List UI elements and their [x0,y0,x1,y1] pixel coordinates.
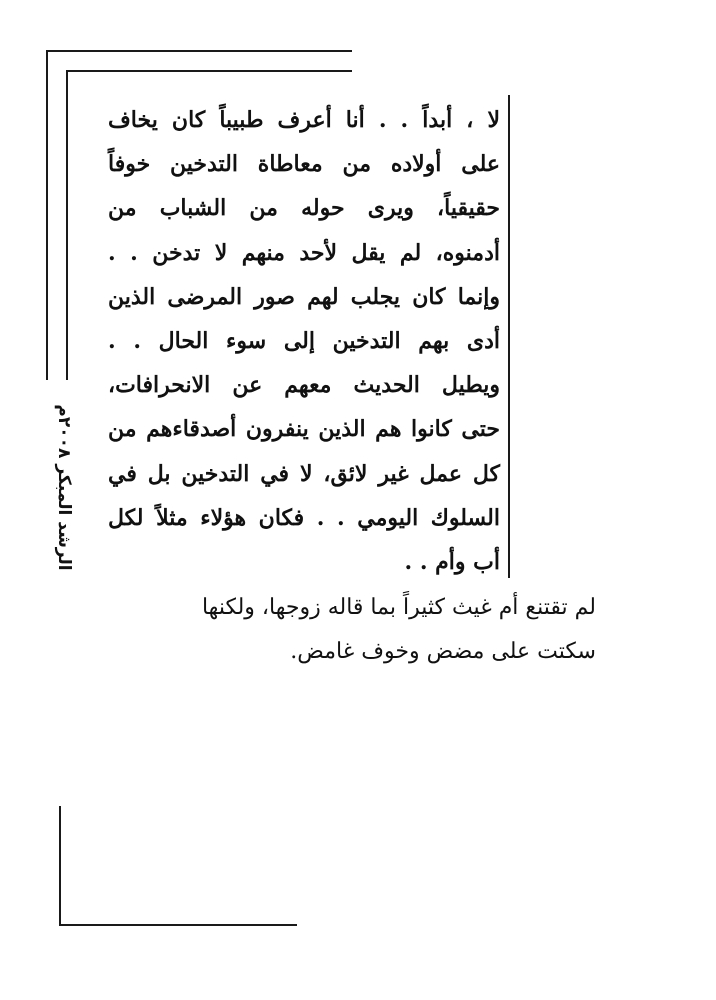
passage-line: على أولاده من معاطاة التدخين خوفاً [108,151,500,178]
frame-bottom-left-vertical-line [59,806,61,926]
frame-bottom-horizontal-line [59,924,297,926]
passage-line: أدى بهم التدخين إلى سوء الحال . . [108,328,500,355]
frame-top-inner-line [66,70,352,72]
frame-top-outer-line [46,50,352,52]
passage-line: لا ، أبداً . . أنا أعرف طبيباً كان يخاف [108,107,500,133]
body-paragraph [110,586,596,674]
passage-line: ويطيل الحديث معهم عن الانحرافات، [108,372,500,399]
framed-passage [108,98,500,584]
passage-line: أب وأم . . [404,549,500,576]
body-line: سكتت على مضض وخوف غامض. [290,639,596,664]
passage-line: السلوك اليومي . . فكان هؤلاء مثلاً لكل [108,504,500,531]
body-line: لم تقتنع أم غيث كثيراً بما قاله زوجها، ولكنها [201,595,596,620]
passage-right-rule [508,95,510,578]
frame-left-outer-line [46,50,48,380]
side-label-text: الرشد المبكر ٢٠٠٨م [54,404,74,571]
passage-line: وإنما كان يجلب لهم صور المرضى الذين [108,283,500,310]
passage-line: كل عمل غير لائق، لا في التدخين بل في [108,460,500,487]
passage-line: حتى كانوا هم الذين ينفرون أصدقاءهم من [108,416,500,443]
passage-line: أدمنوه، لم يقل لأحد منهم لا تدخن . . [108,239,500,266]
passage-line: حقيقياً، ويرى حوله من الشباب من [108,195,500,222]
frame-left-inner-line [66,70,68,380]
